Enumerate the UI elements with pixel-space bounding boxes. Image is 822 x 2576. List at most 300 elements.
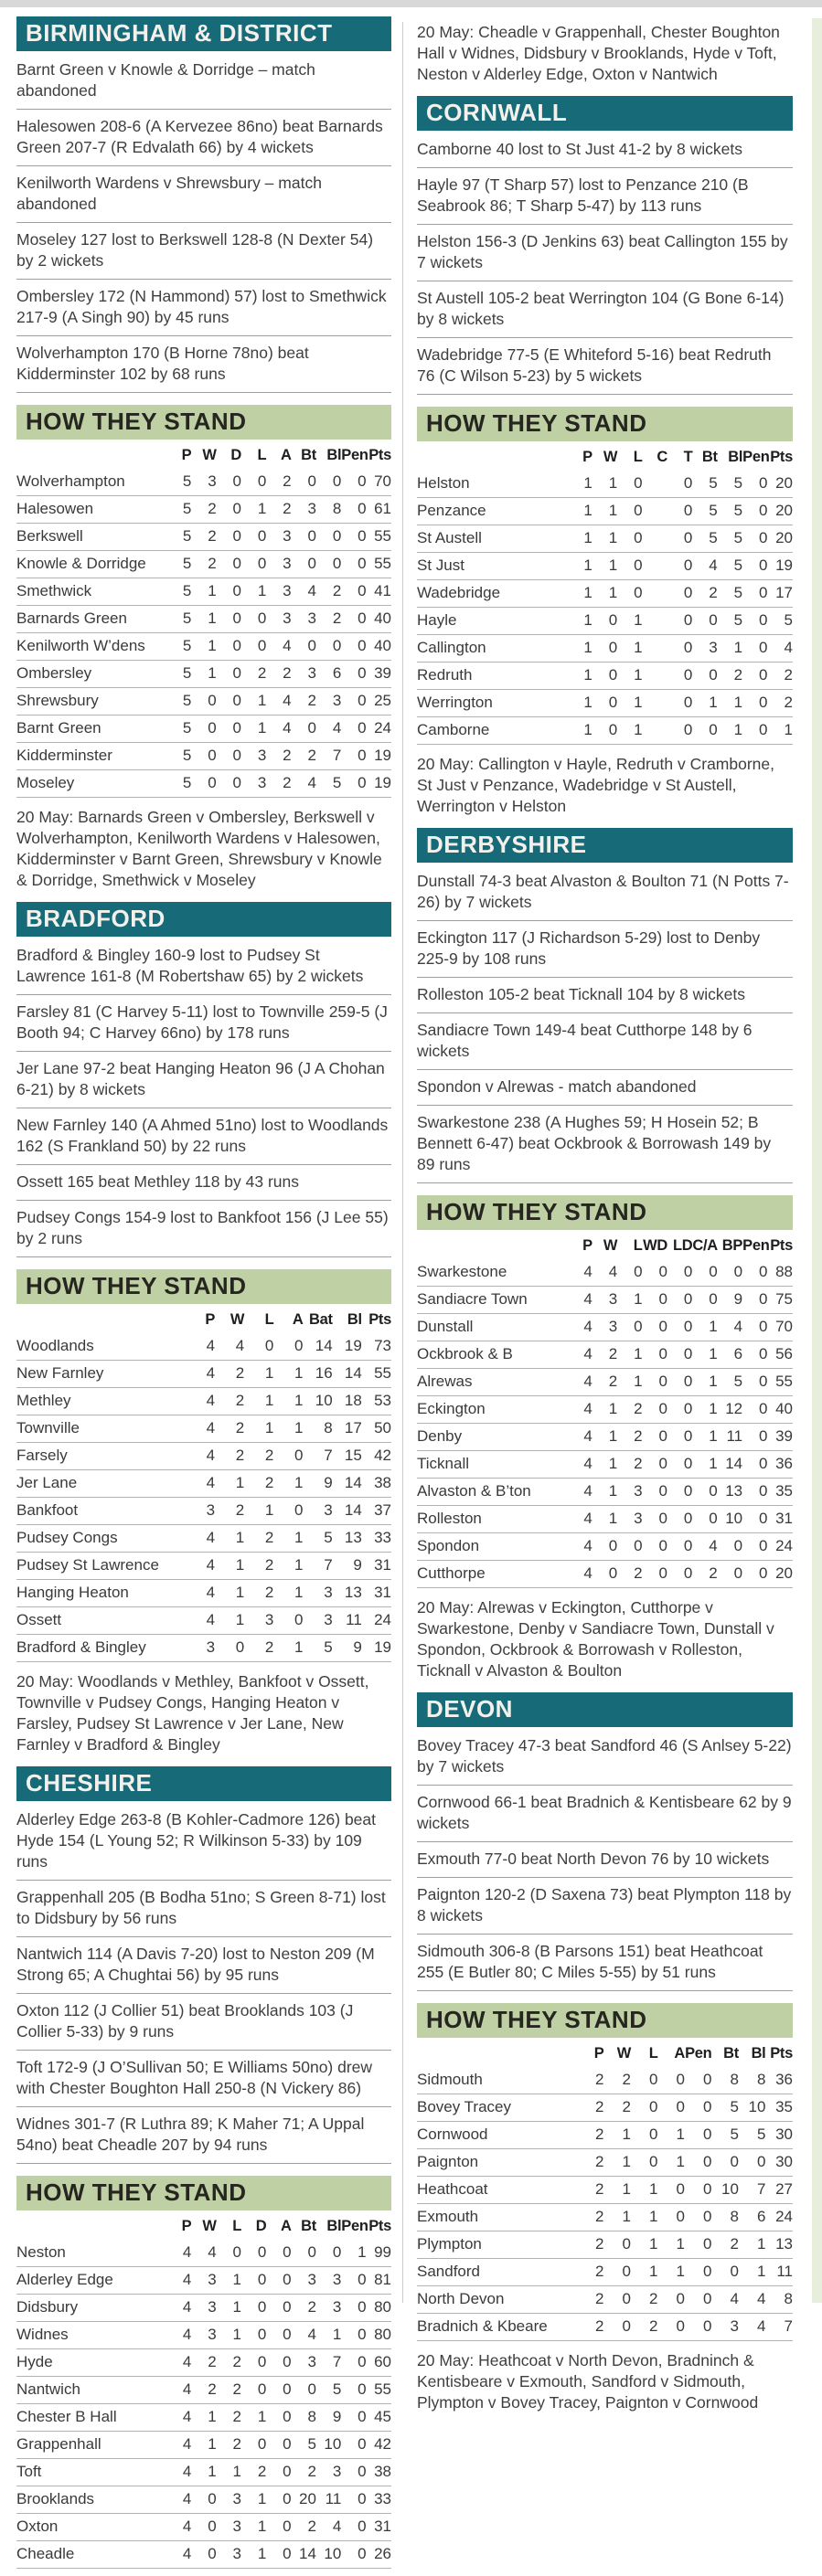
stat-value: 2 [634, 1455, 643, 1472]
stat-value: 0 [358, 2408, 367, 2425]
stat-value: 35 [775, 1482, 793, 1500]
stat-value: 0 [608, 1564, 618, 1582]
stat-value: 1 [232, 2298, 241, 2316]
stat-value: 8 [784, 2290, 793, 2307]
standings-header-cell: C/A [692, 1237, 718, 1254]
stat-value: 10 [324, 2545, 342, 2562]
table-row [417, 2067, 793, 2094]
stat-value: 0 [332, 472, 342, 490]
stat-value: 2 [257, 664, 267, 682]
table-row [417, 1561, 793, 1588]
stat-value: 0 [683, 502, 693, 519]
stat-value: 20 [299, 2490, 316, 2507]
stat-value: 2 [307, 2518, 316, 2535]
standings-header-cell: Pen [742, 1237, 770, 1254]
stat-value: 0 [283, 2408, 292, 2425]
stat-value: 3 [324, 1584, 333, 1601]
stat-value: 2 [595, 2317, 604, 2335]
fixtures-text: 20 May: Alrewas v Eckington, Cutthorpe v Swarkestone, Denby v Sandiacre Town, Dunstall v Spondon, Ockbrook & Borrowash v Rolleston, Ticknall v Alvaston & Boulton [417, 1598, 774, 1680]
stat-value: 1 [257, 2490, 267, 2507]
stat-value: 0 [358, 555, 367, 572]
stat-value: 0 [649, 2153, 658, 2170]
stat-value: 3 [283, 610, 292, 627]
stat-value: 8 [332, 500, 342, 517]
team-name: Heathcoat [417, 2180, 488, 2198]
stat-value: 1 [634, 639, 643, 656]
match-result: Moseley 127 lost to Berkswell 128-8 (N Dexter 54) by 2 wickets [16, 223, 391, 280]
stat-value: 0 [307, 2243, 316, 2261]
standings-header-cell: W [616, 2045, 631, 2062]
standings-header-cell: L [264, 1311, 274, 1328]
section-title: BIRMINGHAM & DISTRICT [16, 16, 391, 51]
team-name: Smethwick [16, 582, 92, 599]
stat-value: 0 [658, 1290, 667, 1308]
stat-value: 0 [257, 555, 267, 572]
stat-value: 0 [634, 584, 643, 601]
stat-value: 8 [307, 2408, 316, 2425]
stat-value: 3 [634, 1482, 643, 1500]
stat-value: 0 [208, 747, 217, 764]
stat-value: 0 [709, 721, 718, 738]
match-result: Paignton 120-2 (D Saxena 73) beat Plympton 118 by 8 wickets [417, 1878, 793, 1935]
standings-table [16, 2214, 391, 2569]
stat-value: 1 [235, 1611, 245, 1628]
stat-value: 1 [676, 2153, 685, 2170]
stat-value: 0 [634, 1318, 643, 1335]
match-result: Hayle 97 (T Sharp 57) lost to Penzance 210 (B Seabrook 86; T Sharp 5-47) by 113 runs [417, 168, 793, 225]
stat-value: 0 [283, 2298, 292, 2316]
stat-value: 0 [683, 557, 693, 574]
stat-value: 5 [730, 2098, 739, 2115]
team-name: Paignton [417, 2153, 479, 2170]
stat-value: 2 [595, 2263, 604, 2280]
stat-value: 0 [283, 2490, 292, 2507]
stat-value: 0 [283, 2353, 292, 2370]
results-list [16, 1803, 391, 2164]
standings-header-cell: W [202, 2218, 217, 2234]
table-row [417, 1369, 793, 1396]
stat-value: 55 [775, 1373, 793, 1390]
standings-header-cell: Bl [751, 2045, 766, 2062]
stat-value: 4 [182, 2326, 192, 2343]
stat-value: 4 [733, 1318, 743, 1335]
match-result: Kenilworth Wardens v Shrewsbury – match abandoned [16, 166, 391, 223]
stat-value: 5 [709, 474, 718, 492]
stat-value: 11 [726, 1427, 743, 1445]
stat-value: 0 [658, 1537, 667, 1554]
stat-value: 5 [733, 584, 743, 601]
team-name: Dunstall [417, 1318, 474, 1335]
standings-header-cell: W [202, 447, 217, 463]
table-row [417, 1259, 793, 1287]
stat-value: 4 [206, 1447, 216, 1464]
stat-value: 26 [374, 2545, 391, 2562]
stat-value: 19 [344, 1337, 362, 1354]
stat-value: 1 [634, 1290, 643, 1308]
stat-value: 4 [182, 2518, 192, 2535]
stat-value: 0 [703, 2153, 712, 2170]
stat-value: 0 [676, 2098, 685, 2115]
stat-value: 0 [358, 747, 367, 764]
stat-value: 0 [283, 2243, 292, 2261]
stat-value: 27 [775, 2180, 793, 2198]
stat-value: 2 [283, 664, 292, 682]
stat-value: 1 [634, 1345, 643, 1362]
team-name: Plympton [417, 2235, 482, 2253]
stat-value: 0 [232, 637, 241, 654]
stat-value: 4 [307, 2326, 316, 2343]
team-name: North Devon [417, 2290, 505, 2307]
team-name: Alderley Edge [16, 2271, 113, 2288]
table-row [417, 2204, 793, 2231]
stat-value: 0 [294, 1611, 304, 1628]
stat-value: 5 [182, 472, 192, 490]
match-result: Rolleston 105-2 beat Ticknall 104 by 8 wickets [417, 978, 793, 1013]
stat-value: 4 [583, 1318, 592, 1335]
stat-value: 3 [232, 2545, 241, 2562]
table-row [417, 580, 793, 608]
stat-value: 0 [235, 1638, 245, 1656]
stat-value: 0 [208, 2518, 217, 2535]
right-column [417, 13, 793, 2424]
stat-value: 2 [595, 2153, 604, 2170]
stat-value: 4 [182, 2408, 192, 2425]
team-name: Rolleston [417, 1510, 482, 1527]
stat-value: 3 [307, 500, 316, 517]
stat-value: 0 [232, 582, 241, 599]
stat-value [643, 525, 667, 553]
team-name: Ticknall [417, 1455, 469, 1472]
stat-value: 2 [232, 2353, 241, 2370]
stat-value: 3 [332, 2298, 342, 2316]
stat-value: 3 [232, 2518, 241, 2535]
stat-value: 5 [182, 637, 192, 654]
stat-value: 4 [182, 2545, 192, 2562]
stat-value: 0 [683, 474, 693, 492]
stat-value: 0 [683, 1482, 693, 1500]
team-name: Wolverhampton [16, 472, 125, 490]
stat-value: 1 [709, 1427, 718, 1445]
stat-value: 2 [307, 2463, 316, 2480]
team-name: New Farnley [16, 1364, 104, 1382]
section-cheshire [16, 1766, 391, 2569]
table-row [417, 471, 793, 498]
stat-value: 0 [676, 2317, 685, 2335]
stat-value: 0 [759, 502, 768, 519]
stat-value: 0 [307, 555, 316, 572]
stat-value: 4 [206, 1364, 216, 1382]
stat-value: 0 [358, 637, 367, 654]
standings-header-row [417, 2041, 793, 2067]
standings-header-cell: D [230, 447, 241, 463]
table-row [417, 1479, 793, 1506]
table-row [16, 2541, 391, 2569]
stat-value: 24 [374, 1611, 391, 1628]
table-row [16, 1470, 391, 1498]
stat-value: 5 [332, 774, 342, 791]
stat-value: 0 [634, 474, 643, 492]
stat-value: 1 [649, 2208, 658, 2225]
standings-header-cell: Bt [301, 2218, 316, 2234]
stat-value: 39 [374, 664, 391, 682]
stat-value: 0 [232, 747, 241, 764]
stat-value: 2 [283, 472, 292, 490]
stat-value: 1 [583, 529, 592, 546]
stat-value: 0 [683, 1427, 693, 1445]
team-name: Denby [417, 1427, 463, 1445]
stat-value: 0 [358, 2271, 367, 2288]
stat-value: 5 [182, 500, 192, 517]
stat-value: 0 [759, 1510, 768, 1527]
stat-value: 1 [608, 1427, 618, 1445]
standings-table [417, 2041, 793, 2341]
stat-value: 31 [374, 1556, 391, 1574]
stat-value: 1 [294, 1529, 304, 1546]
stat-value: 2 [264, 1529, 274, 1546]
stat-value: 15 [344, 1447, 362, 1464]
stat-value: 5 [182, 774, 192, 791]
stat-value: 3 [257, 747, 267, 764]
stat-value: 2 [232, 2435, 241, 2453]
stat-value: 0 [257, 2243, 267, 2261]
stat-value: 5 [182, 555, 192, 572]
stat-value: 2 [307, 2298, 316, 2316]
team-name: Ossett [16, 1611, 62, 1628]
stat-value: 0 [759, 474, 768, 492]
stat-value: 31 [775, 1510, 793, 1527]
stat-value: 2 [649, 2290, 658, 2307]
standings-title: HOW THEY STAND [16, 2176, 391, 2210]
stat-value: 0 [358, 2435, 367, 2453]
standings-header-cell: W [603, 1237, 618, 1254]
stat-value: 0 [759, 529, 768, 546]
stat-value: 0 [257, 2353, 267, 2370]
stat-value: 0 [676, 2290, 685, 2307]
stat-value: 0 [257, 2380, 267, 2398]
stat-value: 1 [257, 582, 267, 599]
stat-value: 1 [294, 1419, 304, 1436]
table-row [16, 2240, 391, 2267]
stat-value: 9 [733, 1290, 743, 1308]
match-result: Ossett 165 beat Methley 118 by 43 runs [16, 1165, 391, 1201]
stat-value: 0 [683, 721, 693, 738]
team-name: Helston [417, 474, 470, 492]
standings-header-team [417, 1234, 567, 1259]
stat-value: 0 [759, 557, 768, 574]
stat-value: 1 [264, 1501, 274, 1519]
stat-value [643, 498, 667, 525]
stat-value: 1 [733, 721, 743, 738]
stat-value: 1 [257, 500, 267, 517]
stat-value: 1 [757, 2263, 766, 2280]
stat-value: 0 [759, 1373, 768, 1390]
results-list [417, 1729, 793, 1991]
stat-value: 40 [374, 637, 391, 654]
stat-value: 2 [208, 2353, 217, 2370]
standings-header-cell: T [683, 449, 693, 465]
team-name: Didsbury [16, 2298, 79, 2316]
results-list [16, 53, 391, 393]
stat-value: 4 [182, 2353, 192, 2370]
table-row [16, 469, 391, 496]
stat-value: 1 [757, 2235, 766, 2253]
stat-value: 30 [775, 2153, 793, 2170]
team-name: Neston [16, 2243, 66, 2261]
standings-header-cell: D [255, 2218, 267, 2234]
standings-header-row [417, 1234, 793, 1259]
team-name: Hanging Heaton [16, 1584, 129, 1601]
stat-value: 14 [315, 1337, 333, 1354]
stat-value: 0 [232, 664, 241, 682]
stat-value: 24 [374, 719, 391, 737]
stat-value: 0 [608, 639, 618, 656]
stat-value: 0 [208, 2545, 217, 2562]
stat-value: 1 [583, 721, 592, 738]
stat-value: 8 [757, 2071, 766, 2088]
stat-value: 0 [257, 2326, 267, 2343]
standings-header-cell: Pen [685, 2045, 712, 2062]
stat-value: 17 [775, 584, 793, 601]
stat-value: 33 [374, 2490, 391, 2507]
stat-value: 5 [182, 747, 192, 764]
standings-title: HOW THEY STAND [417, 2003, 793, 2038]
standings-header-cell: Pen [742, 449, 770, 465]
left-column [16, 13, 391, 2576]
match-result: Toft 172-9 (J O’Sullivan 50; E Williams 50no) drew with Chester Boughton Hall 250-8 (N Vickery 86) [16, 2051, 391, 2107]
match-result: Camborne 40 lost to St Just 41-2 by 8 wickets [417, 133, 793, 168]
results-list [417, 864, 793, 1183]
stat-value: 3 [324, 1611, 333, 1628]
stat-value: 0 [703, 2235, 712, 2253]
stat-value: 1 [257, 719, 267, 737]
stat-value: 2 [622, 2098, 631, 2115]
table-row [417, 1287, 793, 1314]
stat-value: 10 [324, 2435, 342, 2453]
stat-value: 3 [307, 2271, 316, 2288]
team-name: Werrington [417, 694, 493, 711]
stat-value: 0 [283, 2380, 292, 2398]
stat-value: 1 [583, 557, 592, 574]
match-result: Barnt Green v Knowle & Dorridge – match abandoned [16, 53, 391, 110]
stat-value: 0 [358, 2353, 367, 2370]
stat-value: 7 [757, 2180, 766, 2198]
table-row [16, 1580, 391, 1607]
team-name: Halesowen [16, 500, 94, 517]
stat-value: 42 [374, 1447, 391, 1464]
stat-value: 5 [709, 529, 718, 546]
stat-value: 4 [583, 1263, 592, 1280]
stat-value [643, 608, 667, 635]
table-row [16, 2295, 391, 2322]
stat-value: 0 [307, 2380, 316, 2398]
stat-value: 39 [775, 1427, 793, 1445]
stat-value: 61 [374, 500, 391, 517]
stat-value: 0 [622, 2290, 631, 2307]
stat-value: 0 [608, 666, 618, 684]
stat-value: 0 [683, 1318, 693, 1335]
stat-value: 0 [658, 1263, 667, 1280]
stat-value: 1 [208, 2463, 217, 2480]
stat-value: 5 [733, 1373, 743, 1390]
team-name: Widnes [16, 2326, 69, 2343]
fixtures-text: 20 May: Barnards Green v Ombersley, Berkswell v Wolverhampton, Kenilworth Wardens v Halesowen, Kidderminster v Barnt Green, Shrewsbury v Knowle & Dorridge, Smethwick v Moseley [16, 808, 382, 889]
stat-value: 5 [182, 582, 192, 599]
stat-value: 0 [358, 2298, 367, 2316]
stat-value: 6 [757, 2208, 766, 2225]
stat-value: 0 [683, 1263, 693, 1280]
section-title: BRADFORD [16, 902, 391, 937]
stat-value: 0 [683, 1537, 693, 1554]
stat-value: 1 [608, 1482, 618, 1500]
stat-value: 2 [208, 555, 217, 572]
stat-value: 2 [595, 2235, 604, 2253]
standings-header-cell: Pts [368, 1311, 391, 1328]
stat-value: 0 [683, 694, 693, 711]
stat-value: 5 [730, 2125, 739, 2143]
table-row [417, 1451, 793, 1479]
table-row [417, 1314, 793, 1341]
stat-value: 5 [784, 611, 793, 629]
standings-header-cell: P [582, 1237, 592, 1254]
stat-value: 0 [358, 719, 367, 737]
stat-value: 3 [332, 2463, 342, 2480]
team-name: Nantwich [16, 2380, 80, 2398]
stat-value: 56 [775, 1345, 793, 1362]
stat-value: 0 [257, 637, 267, 654]
stat-value: 2 [709, 584, 718, 601]
stat-value: 0 [703, 2180, 712, 2198]
stat-value: 70 [374, 472, 391, 490]
match-result: Bradford & Bingley 160-9 lost to Pudsey St Lawrence 161-8 (M Robertshaw 65) by 2 wickets [16, 938, 391, 995]
stat-value: 0 [759, 584, 768, 601]
stat-value: 2 [332, 610, 342, 627]
table-row [417, 690, 793, 717]
stat-value: 4 [283, 719, 292, 737]
stat-value: 0 [358, 527, 367, 545]
team-name: Cutthorpe [417, 1564, 486, 1582]
standings-header-cell: BP [721, 1237, 743, 1254]
team-name: Eckington [417, 1400, 486, 1417]
section-title: DERBYSHIRE [417, 828, 793, 863]
stat-value: 1 [676, 2235, 685, 2253]
match-result: St Austell 105-2 beat Werrington 104 (G Bone 6-14) by 8 wickets [417, 281, 793, 338]
stat-value: 3 [608, 1318, 618, 1335]
stat-value: 50 [374, 1419, 391, 1436]
stat-value: 1 [583, 502, 592, 519]
stat-value: 4 [182, 2243, 192, 2261]
table-row [417, 553, 793, 580]
stat-value: 2 [709, 1564, 718, 1582]
standings-header-cell: Bt [301, 447, 316, 463]
stat-value: 0 [683, 1455, 693, 1472]
table-row [16, 496, 391, 524]
stat-value: 1 [709, 1373, 718, 1390]
stat-value: 0 [283, 2271, 292, 2288]
stat-value: 0 [733, 1564, 743, 1582]
stat-value: 33 [374, 1529, 391, 1546]
stat-value: 2 [264, 1584, 274, 1601]
stat-value: 3 [206, 1638, 216, 1656]
stat-value: 2 [332, 582, 342, 599]
match-result: Cornwood 66-1 beat Bradnich & Kentisbeare 62 by 9 wickets [417, 1786, 793, 1842]
stat-value: 9 [332, 2408, 342, 2425]
stat-value: 2 [307, 692, 316, 709]
stat-value: 0 [232, 774, 241, 791]
stat-value: 1 [634, 1373, 643, 1390]
stat-value: 0 [703, 2317, 712, 2335]
section-derbyshire [417, 828, 793, 1681]
stat-value: 4 [182, 2271, 192, 2288]
